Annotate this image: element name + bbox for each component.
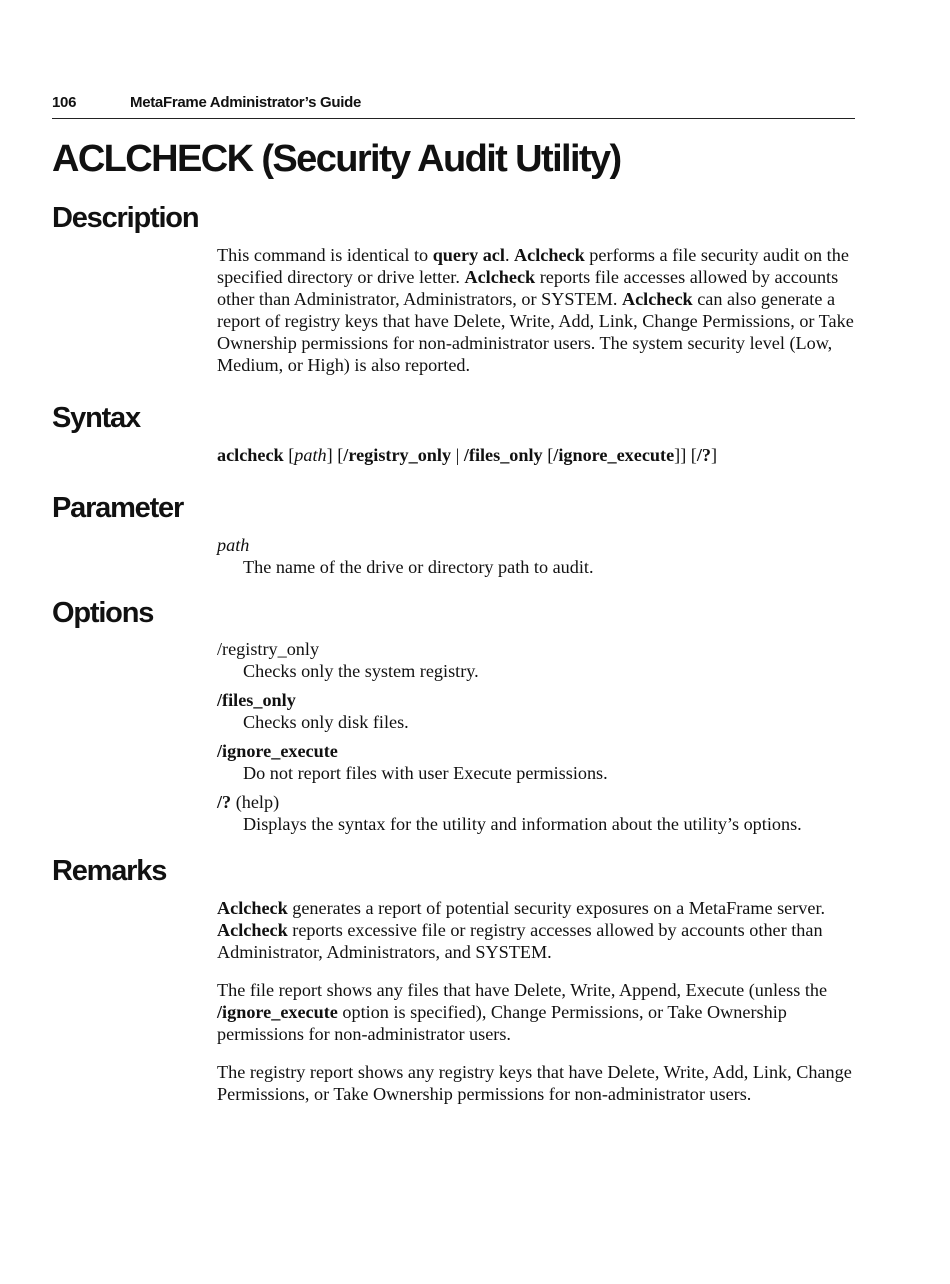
remarks-body	[217, 897, 857, 1105]
option-item	[217, 791, 857, 835]
option-item	[217, 689, 857, 733]
options-heading: Options	[52, 597, 154, 629]
page-number: 106	[52, 94, 77, 111]
parameter-definition: The name of the drive or directory path to audit.	[243, 557, 594, 577]
syntax-body	[217, 444, 857, 466]
options-body	[217, 638, 857, 842]
syntax-line: aclcheck [path] [/registry_only | /files_only [/ignore_execute]] [/?]	[217, 445, 718, 465]
chapter-title: ACLCHECK (Security Audit Utility)	[52, 138, 621, 180]
option-term: /? (help)	[217, 792, 280, 812]
description-paragraph: This command is identical to query acl. Aclcheck performs a file security audit on the specified directory or drive letter. Aclcheck reports file accesses allowed by accounts other than Administrator, Administrators, or SYSTEM. Aclcheck can also generate a report of registry keys that have Delete, Write, Add, Link, Change Permissions, or Take Ownership permissions for non-administrator users. The system security level (Low, Medium, or High) is also reported.	[217, 245, 854, 375]
running-header	[52, 94, 855, 119]
remarks-paragraph: The registry report shows any registry keys that have Delete, Write, Add, Link, Change Permissions, or Take Ownership permissions for non-administrator users.	[217, 1062, 852, 1104]
option-term: /registry_only	[217, 639, 320, 659]
parameter-heading: Parameter	[52, 492, 184, 524]
option-definition: Do not report files with user Execute permissions.	[243, 763, 608, 783]
description-heading: Description	[52, 202, 199, 234]
option-definition: Checks only the system registry.	[243, 661, 479, 681]
description-body	[217, 244, 857, 376]
option-definition: Displays the syntax for the utility and information about the utility’s options.	[243, 814, 802, 834]
remarks-heading: Remarks	[52, 855, 167, 887]
option-term: /ignore_execute	[217, 741, 338, 761]
parameter-term: path	[217, 535, 250, 555]
remarks-paragraph: The file report shows any files that have Delete, Write, Append, Execute (unless the /ignore_execute option is specified), Change Permissions, or Take Ownership permissions for non-administrator users.	[217, 980, 828, 1044]
option-term: /files_only	[217, 690, 296, 710]
option-item	[217, 638, 857, 682]
book-title: MetaFrame Administrator’s Guide	[130, 94, 362, 111]
remarks-paragraph: Aclcheck generates a report of potential security exposures on a MetaFrame server. Aclcheck reports excessive file or registry accesses allowed by accounts other than Administrator, Administrators, and SYSTEM.	[217, 898, 826, 962]
option-definition: Checks only disk files.	[243, 712, 409, 732]
syntax-heading: Syntax	[52, 402, 140, 434]
parameter-body	[217, 534, 857, 578]
option-item	[217, 740, 857, 784]
